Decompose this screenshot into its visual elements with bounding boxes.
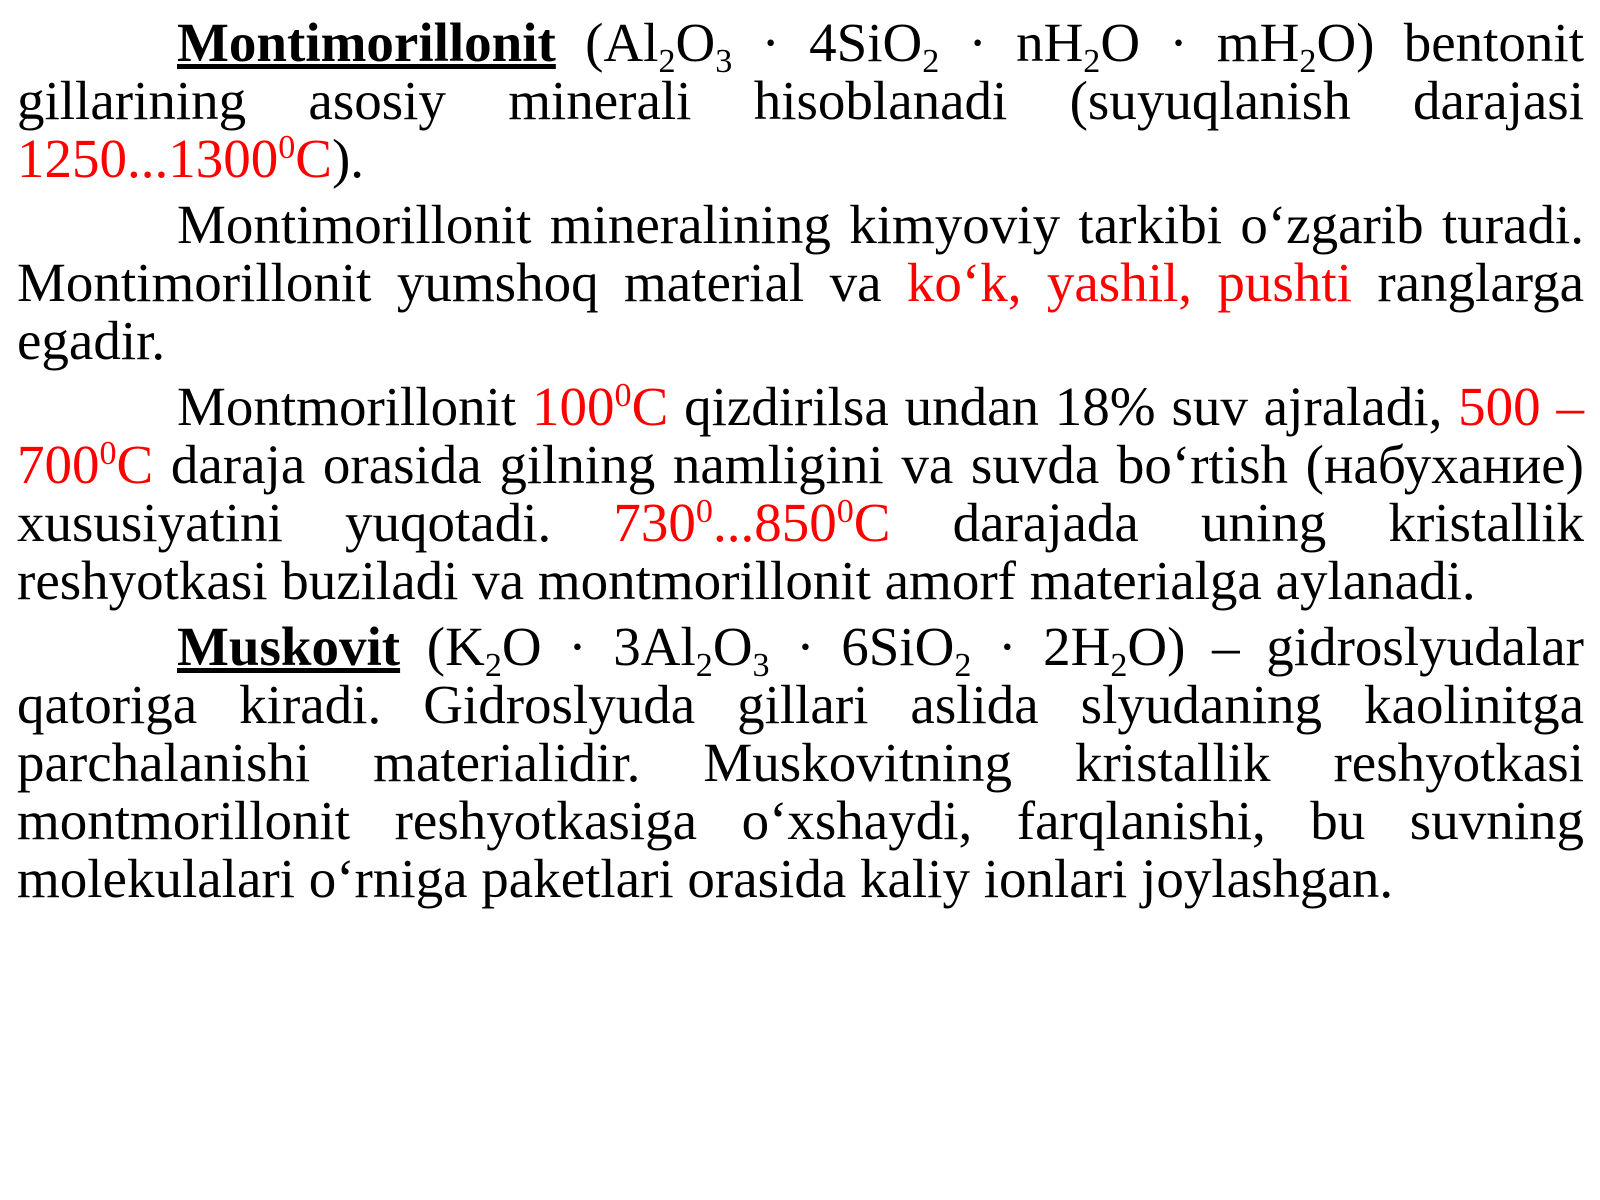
- degree-superscript: 0: [695, 493, 713, 531]
- term-montimorillonit: Montimorillonit: [177, 12, 556, 73]
- paragraph-montimorillonit-definition: [17, 14, 1584, 188]
- paragraph-montmorillonit-heating: [17, 378, 1584, 610]
- paragraph-text: bentonit gillarining asosiy minerali hisoblanadi (suyuqlanish darajasi: [17, 12, 1584, 131]
- paragraph-montimorillonit-composition: [17, 196, 1584, 370]
- formula-muskovit: [400, 616, 1186, 684]
- formula-part: (K: [400, 616, 485, 677]
- paragraph-text: ranglarga egadir.: [17, 252, 1584, 371]
- paragraph-text: darajada uning kristallik reshyotkasi buziladi va montmorillonit amorf materialga aylanadi.: [17, 492, 1584, 611]
- temperature-unit: C: [853, 492, 891, 553]
- formula-part: O): [1316, 12, 1375, 73]
- formula-montimorillonit: [556, 12, 1375, 80]
- formula-subscript: 3: [752, 646, 770, 684]
- formula-subscript: 2: [922, 42, 940, 80]
- formula-part: O: [712, 616, 753, 677]
- formula-part: O · 3Al: [501, 616, 696, 677]
- formula-subscript: 2: [484, 646, 502, 684]
- temperature-unit: C: [295, 128, 332, 189]
- temperature-highlight-100: [532, 376, 668, 437]
- document-page: [17, 14, 1584, 916]
- temperature-highlight-730-850: [613, 492, 890, 553]
- formula-part: O: [675, 12, 716, 73]
- temperature-unit: C: [631, 376, 669, 437]
- paragraph-text: – gidroslyudalar qatoriga kiradi. Gidroslyuda gillari aslida slyudaning kaolinitga parchalanishi materialidir. Muskovitning kristallik reshyotkasi montmorillonit reshyotkasiga o‘xshaydi, farqlanishi, bu suvning molekulalari o‘rniga paketlari orasida kaliy ionlari joylashgan.: [17, 616, 1584, 909]
- paragraph-text: qizdirilsa undan 18% suv ajraladi,: [668, 376, 1459, 437]
- melting-temperature-highlight: [17, 128, 332, 189]
- temperature-value: 1250...1300: [17, 128, 279, 189]
- temperature-value: ...850: [712, 492, 837, 553]
- paragraph-text: Montimorillonit mineralining kimyoviy tarkibi o‘zgarib turadi. Montimorillonit yumshoq material va: [17, 194, 1584, 313]
- degree-superscript: 0: [278, 129, 296, 167]
- formula-subscript: 2: [1110, 646, 1128, 684]
- paragraph-text: daraja orasida gilning namligini va suvda bo‘rtish (набухание) xususiyatini yuqotadi.: [17, 434, 1584, 553]
- formula-subscript: 3: [715, 42, 733, 80]
- temperature-value: 500 – 700: [17, 376, 1584, 495]
- temperature-value: 100: [532, 376, 615, 437]
- colors-highlight: ko‘k, yashil, pushti: [906, 252, 1352, 313]
- formula-part: · 6SiO: [769, 616, 955, 677]
- formula-subscript: 2: [954, 646, 972, 684]
- formula-part: O · mH: [1100, 12, 1300, 73]
- degree-superscript: 0: [614, 377, 632, 415]
- term-muskovit: Muskovit: [177, 616, 401, 677]
- formula-subscript: 2: [658, 42, 676, 80]
- formula-part: · 4SiO: [732, 12, 923, 73]
- formula-subscript: 2: [1299, 42, 1317, 80]
- formula-subscript: 2: [695, 646, 713, 684]
- formula-part: · 2H: [971, 616, 1111, 677]
- temperature-unit: C: [116, 434, 154, 495]
- formula-part: (Al: [585, 12, 659, 73]
- paragraph-text: Montmorillonit: [177, 376, 533, 437]
- paragraph-text: ).: [331, 128, 365, 189]
- degree-superscript: 0: [836, 493, 854, 531]
- formula-subscript: 2: [1083, 42, 1101, 80]
- formula-part: · nH: [939, 12, 1084, 73]
- paragraph-muskovit-definition: [17, 618, 1584, 908]
- formula-part: O): [1127, 616, 1186, 677]
- temperature-value: 730: [613, 492, 696, 553]
- degree-superscript: 0: [99, 435, 117, 473]
